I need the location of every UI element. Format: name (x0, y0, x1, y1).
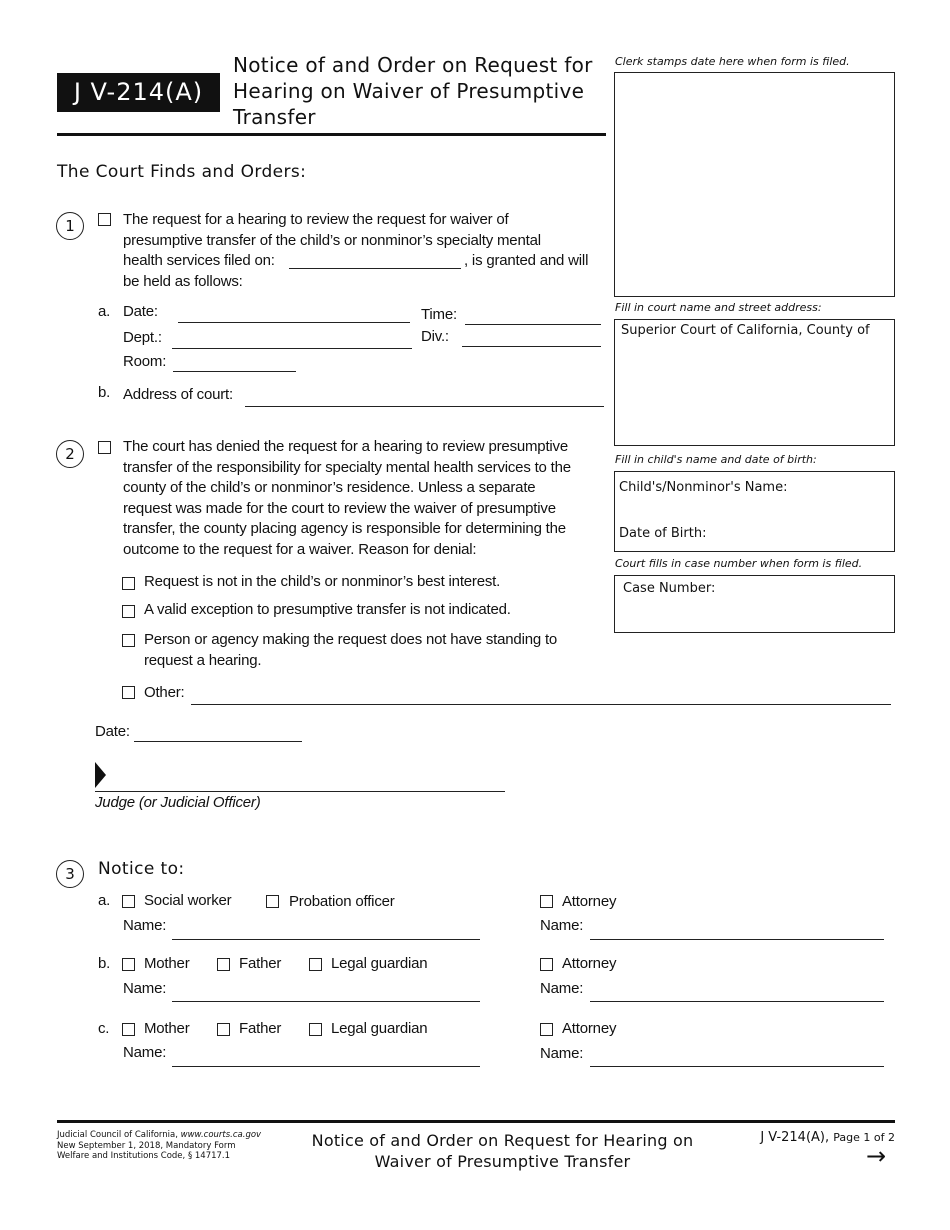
attorney-b-checkbox[interactable] (540, 958, 553, 971)
footer-page-number: Page 1 of 2 (833, 1131, 895, 1144)
court-address-field[interactable] (245, 406, 604, 407)
item-1-text-line3b: , is granted and will (464, 252, 589, 269)
clerk-stamp-label: Clerk stamps date here when form is filed. (615, 55, 850, 68)
attorney-name-a-field[interactable] (590, 939, 884, 940)
footer-council: Judicial Council of California, (57, 1130, 181, 1140)
reason-other-field[interactable] (191, 704, 891, 705)
item-2-text-line6: outcome to the request for a waiver. Reason for denial: (123, 540, 477, 558)
hearing-date-field[interactable] (178, 322, 410, 323)
footer-divider (57, 1120, 895, 1123)
hearing-date-label: Date: (123, 303, 158, 320)
date-of-birth-label: Date of Birth: (619, 526, 707, 541)
item-1-text-line2: presumptive transfer of the child’s or nonminor’s specialty mental (123, 231, 541, 249)
judge-signature-label: Judge (or Judicial Officer) (95, 794, 261, 811)
next-page-arrow-icon[interactable]: → (866, 1142, 887, 1170)
reason-other-label: Other: (144, 684, 185, 701)
mother-c-label: Mother (144, 1020, 190, 1037)
case-number-label: Case Number: (623, 581, 716, 596)
item-1-text-line1: The request for a hearing to review the request for waiver of (123, 211, 509, 228)
child-info-box[interactable] (614, 471, 895, 552)
item-3c-letter: c. (98, 1020, 110, 1037)
father-b-label: Father (239, 955, 282, 972)
item-2-text-line4: request was made for the court to review the waiver of presumptive (123, 499, 556, 517)
item-2-checkbox[interactable] (98, 441, 111, 454)
attorney-c-label: Attorney (562, 1020, 617, 1037)
case-number-note: Court fills in case number when form is filed. (615, 557, 863, 570)
attorney-name-c-field[interactable] (590, 1066, 884, 1067)
social-worker-label: Social worker (144, 892, 232, 909)
court-address-field-label: Address of court: (123, 386, 233, 403)
attorney-a-checkbox[interactable] (540, 895, 553, 908)
court-address-box[interactable] (614, 319, 895, 446)
court-address-label: Fill in court name and street address: (615, 301, 822, 314)
order-date-label: Date: (95, 723, 130, 740)
attorney-name-c-label: Name: (540, 1045, 584, 1062)
item-2-text-line3: county of the child’s or nonminor’s residence. Unless a separate (123, 479, 536, 496)
item-1-text-line4: be held as follows: (123, 272, 243, 290)
mother-c-checkbox[interactable] (122, 1023, 135, 1036)
name-b-field[interactable] (172, 1001, 480, 1002)
legal-guardian-b-checkbox[interactable] (309, 958, 322, 971)
hearing-time-field[interactable] (465, 324, 601, 325)
item-1-number: 1 (56, 212, 84, 240)
child-info-label: Fill in child's name and date of birth: (615, 453, 817, 466)
reason-other-checkbox[interactable] (122, 686, 135, 699)
reason-no-standing-line1: Person or agency making the request does not have standing to (144, 631, 558, 648)
reason-best-interest-checkbox[interactable] (122, 577, 135, 590)
item-1b-letter: b. (98, 384, 111, 401)
mother-b-label: Mother (144, 955, 190, 972)
reason-no-standing-checkbox[interactable] (122, 634, 135, 647)
father-b-checkbox[interactable] (217, 958, 230, 971)
reason-no-standing-line2: request a hearing. (144, 651, 262, 669)
filed-on-date-field[interactable] (289, 268, 461, 269)
attorney-name-b-field[interactable] (590, 1001, 884, 1002)
probation-officer-label: Probation officer (289, 893, 395, 910)
div-label: Div.: (421, 328, 449, 345)
div-field[interactable] (462, 346, 601, 347)
attorney-name-a-label: Name: (540, 917, 584, 934)
form-id-badge: J V-214(A) (57, 73, 220, 112)
item-2-text-line2: transfer of the responsibility for specialty mental health services to the (123, 458, 571, 476)
clerk-stamp-box (614, 72, 895, 297)
legal-guardian-c-label: Legal guardian (331, 1020, 428, 1037)
item-1-checkbox[interactable] (98, 213, 111, 226)
dept-label: Dept.: (123, 329, 162, 346)
footer-form-id: J V-214(A), (760, 1130, 830, 1145)
judge-signature-field[interactable] (95, 791, 505, 792)
room-label: Room: (123, 353, 167, 370)
section-heading: The Court Finds and Orders: (57, 162, 307, 182)
order-date-field[interactable] (134, 741, 302, 742)
case-number-box[interactable] (614, 575, 895, 633)
item-1a-letter: a. (98, 303, 111, 320)
item-3-number: 3 (56, 860, 84, 888)
mother-b-checkbox[interactable] (122, 958, 135, 971)
item-1-text-line3a: health services filed on: (123, 252, 275, 269)
item-3a-letter: a. (98, 892, 111, 909)
item-2-text-line5: transfer, the county placing agency is responsible for determining the (123, 520, 566, 537)
legal-guardian-b-label: Legal guardian (331, 955, 428, 972)
name-c-label: Name: (123, 1044, 167, 1061)
attorney-name-b-label: Name: (540, 980, 584, 997)
name-a-label: Name: (123, 917, 167, 934)
footer-title: Notice of and Order on Request for Hearing on Waiver of Presumptive Transfer (311, 1131, 694, 1171)
attorney-b-label: Attorney (562, 955, 617, 972)
child-name-label: Child's/Nonminor's Name: (619, 480, 788, 495)
room-field[interactable] (173, 371, 296, 372)
item-2-text-line1: The court has denied the request for a hearing to review presumptive (123, 438, 568, 455)
notice-heading: Notice to: (98, 859, 185, 879)
reason-no-exception-checkbox[interactable] (122, 605, 135, 618)
signature-arrow-icon (95, 762, 107, 788)
name-c-field[interactable] (172, 1066, 480, 1067)
attorney-a-label: Attorney (562, 893, 617, 910)
footer-source (57, 1130, 261, 1162)
hearing-time-label: Time: (421, 306, 457, 323)
name-b-label: Name: (123, 980, 167, 997)
legal-guardian-c-checkbox[interactable] (309, 1023, 322, 1036)
reason-no-exception-label: A valid exception to presumptive transfer is not indicated. (144, 601, 511, 618)
father-c-checkbox[interactable] (217, 1023, 230, 1036)
form-title: Notice of and Order on Request for Hearing on Waiver of Presumptive Transfer (233, 53, 593, 129)
social-worker-checkbox[interactable] (122, 895, 135, 908)
name-a-field[interactable] (172, 939, 480, 940)
father-c-label: Father (239, 1020, 282, 1037)
title-divider (57, 133, 606, 136)
court-address-value: Superior Court of California, County of (621, 323, 870, 338)
reason-best-interest-label: Request is not in the child’s or nonminor’s best interest. (144, 573, 501, 590)
dept-field[interactable] (172, 348, 412, 349)
probation-officer-checkbox[interactable] (266, 895, 279, 908)
attorney-c-checkbox[interactable] (540, 1023, 553, 1036)
footer-form-status: New September 1, 2018, Mandatory Form (57, 1140, 236, 1151)
footer-website-link[interactable]: www.courts.ca.gov (180, 1130, 262, 1140)
item-3b-letter: b. (98, 955, 111, 972)
item-2-number: 2 (56, 440, 84, 468)
footer-code-reference: Welfare and Institutions Code, § 14717.1 (57, 1151, 231, 1161)
